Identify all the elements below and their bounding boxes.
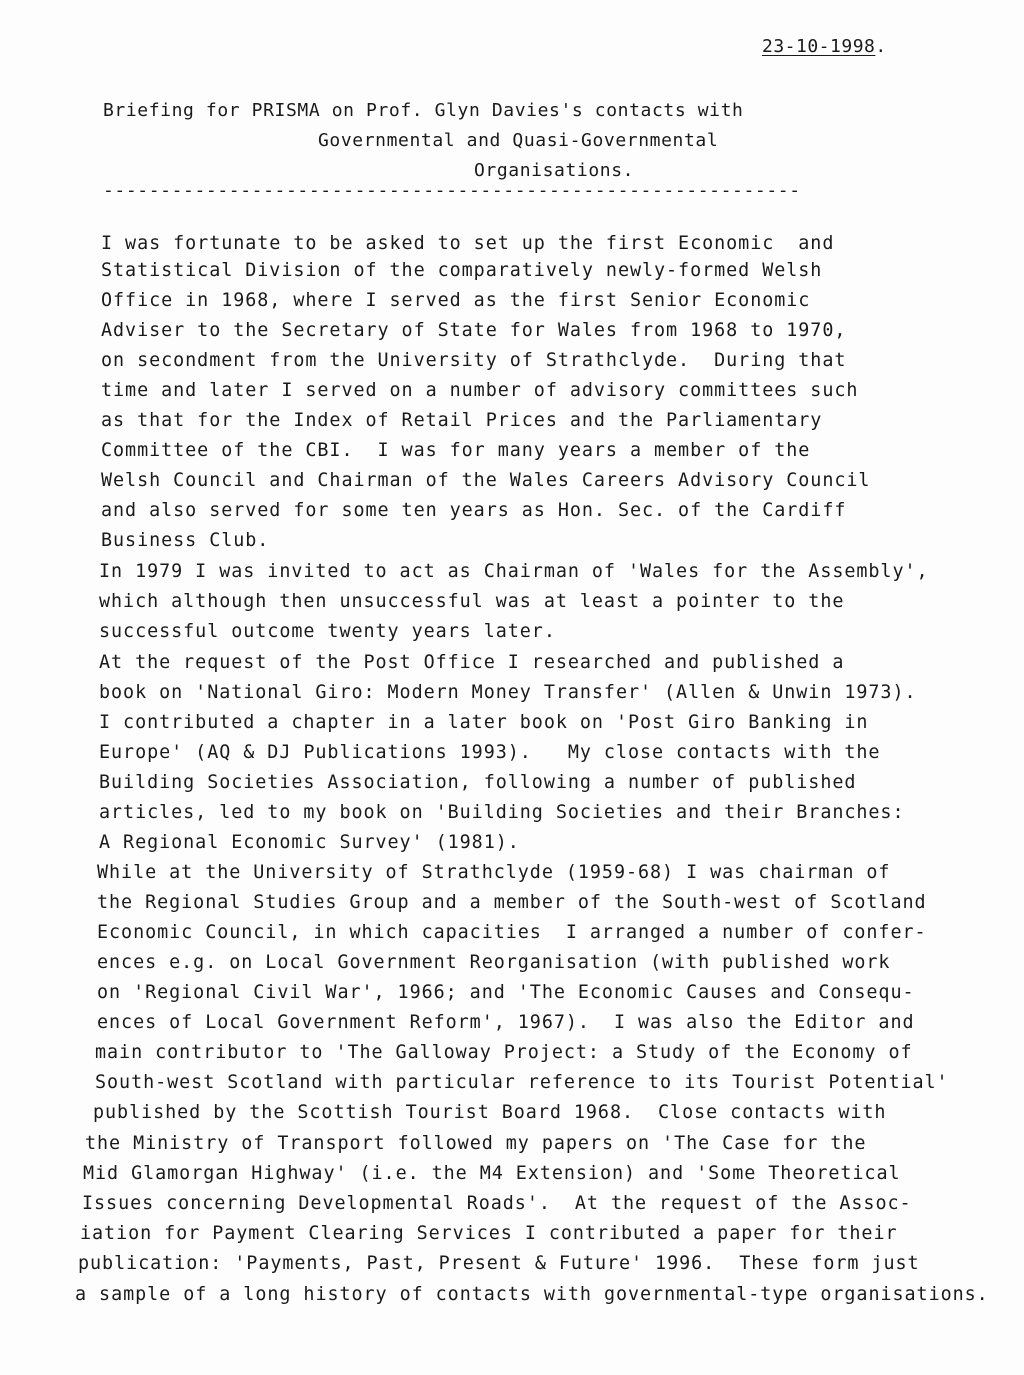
body-line: Europe' (AQ & DJ Publications 1993). My close contacts with the [99,742,881,763]
title-line-1: Briefing for PRISMA on Prof. Glyn Davies's contacts with [103,100,744,121]
body-line: Welsh Council and Chairman of the Wales Careers Advisory Council [101,470,871,491]
body-line: articles, led to my book on 'Building Societies and their Branches: [99,802,905,823]
body-line: Office in 1968, where I served as the first Senior Economic [101,290,811,311]
title-divider: ------------------------------------------------------------- [103,180,801,201]
body-line: on 'Regional Civil War', 1966; and 'The Economic Causes and Consequ- [97,982,915,1003]
body-line: and also served for some ten years as Hon. Sec. of the Cardiff [101,500,847,521]
body-line: South-west Scotland with particular reference to its Tourist Potential' [95,1072,949,1093]
body-line: Economic Council, in which capacities I arranged a number of confer- [97,922,927,943]
body-line: While at the University of Strathclyde (1959-68) I was chairman of [97,862,891,883]
body-line: Issues concerning Developmental Roads'. At the request of the Assoc- [82,1193,912,1214]
body-line: the Ministry of Transport followed my papers on 'The Case for the [85,1133,867,1154]
date-text: 23-10-1998 [762,36,876,57]
body-line: time and later I served on a number of advisory committees such [101,380,859,401]
body-line: A Regional Economic Survey' (1981). [99,832,520,853]
body-line: main contributor to 'The Galloway Project: a Study of the Economy of [95,1042,913,1063]
body-line: ences of Local Government Reform', 1967). I was also the Editor and [97,1012,915,1033]
body-line: published by the Scottish Tourist Board 1968. Close contacts with [93,1102,887,1123]
body-line: I contributed a chapter in a later book on 'Post Giro Banking in [99,712,869,733]
body-line: Committee of the CBI. I was for many years a member of the [101,440,811,461]
body-line: as that for the Index of Retail Prices and the Parliamentary [101,410,823,431]
body-line: book on 'National Giro: Modern Money Transfer' (Allen & Unwin 1973). [99,682,917,703]
body-line: I was fortunate to be asked to set up the first Economic and [101,233,835,254]
body-line: Statistical Division of the comparatively newly-formed Welsh [101,260,823,281]
body-line: successful outcome twenty years later. [99,621,556,642]
title-line-3: Organisations. [474,160,635,181]
body-line: Business Club. [101,530,270,551]
body-line: Building Societies Association, following a number of published [99,772,857,793]
body-line: publication: 'Payments, Past, Present & Future' 1996. These form just [78,1253,920,1274]
body-line: iation for Payment Clearing Services I contributed a paper for their [80,1223,898,1244]
body-line: In 1979 I was invited to act as Chairman of 'Wales for the Assembly', [99,561,929,582]
body-line: Mid Glamorgan Highway' (i.e. the M4 Extension) and 'Some Theoretical [83,1163,901,1184]
body-line: a sample of a long history of contacts with governmental-type organisations. [75,1284,989,1305]
body-line: ences e.g. on Local Government Reorganisation (with published work [97,952,891,973]
document-date: 23-10-1998. [762,36,887,57]
body-line: which although then unsuccessful was at least a pointer to the [99,591,845,612]
body-line: At the request of the Post Office I researched and published a [99,652,845,673]
body-line: on secondment from the University of Strathclyde. During that [101,350,847,371]
title-line-2: Governmental and Quasi-Governmental [318,130,719,151]
body-line: Adviser to the Secretary of State for Wales from 1968 to 1970, [101,320,847,341]
body-line: the Regional Studies Group and a member of the South-west of Scotland [97,892,927,913]
